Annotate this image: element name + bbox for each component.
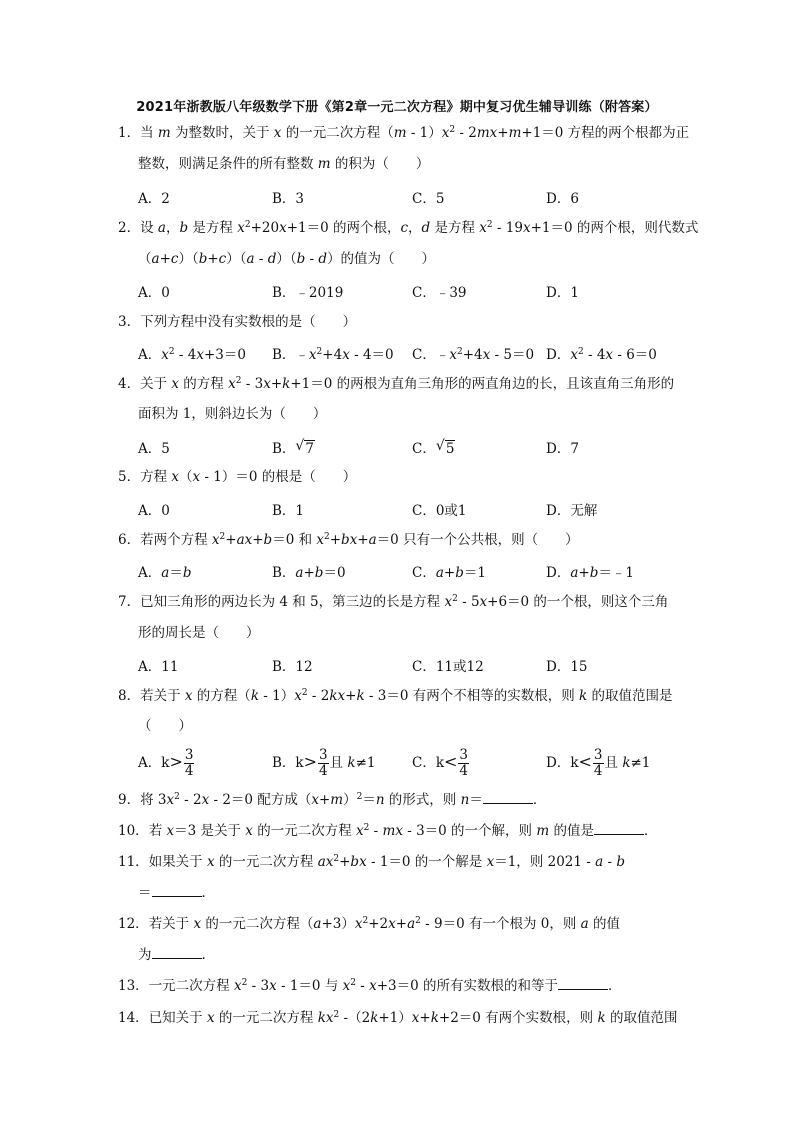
question-1-stem-cont: 整数，则满足条件的所有整数 m 的积为（ ）: [138, 156, 430, 172]
option-d: D．k< $\frac{3}{4}$ 且 k≠1: [546, 747, 651, 779]
option-d: D．a+b＝﹣1: [546, 565, 634, 581]
question-number: 2．: [118, 220, 141, 236]
question-8-stem-cont: （ ）: [138, 718, 192, 734]
question-number: 7．: [118, 594, 141, 610]
question-5-options: [0, 499, 794, 519]
question-number: 1．: [118, 125, 141, 141]
answer-blank[interactable]: [558, 977, 608, 990]
option-a: A．a＝b: [138, 565, 192, 581]
question-12-stem: 12．若关于 x 的一元二次方程$(a+3)x^2+2x+a^2 - 9=0$ 有一个根为 0，则 a 的值: [118, 916, 621, 932]
option-b: B．3: [272, 191, 305, 207]
question-2-stem-cont: （a+c）（b+c）（a - d）（b - d）的值为（ ）: [138, 251, 436, 267]
question-14-stem: 14．已知关于 x 的一元二次方程 $kx^2$ -（2k+1）x+k+2＝0 有两个实数根，则 k 的取值范围: [118, 1010, 678, 1026]
question-7-stem: 7．已知三角形的两边长为 4 和 5，第三边的长是方程 $x^2 - 5x+6=0$ 的一个根，则这个三角: [118, 594, 669, 610]
option-d: D．6: [546, 191, 579, 207]
sqrt-symbol: √ 7: [295, 438, 315, 457]
question-2-stem: 2．设 a，b 是方程 $x^2+20x+1=0$ 的两个根，c，d 是方程 $x^2 - 19x+1=0$ 的两个根，则代数式: [118, 220, 699, 236]
option-c: C．5: [412, 191, 445, 207]
option-a: A．5: [138, 441, 170, 457]
question-11-stem-cont: ＝ ．: [138, 885, 215, 901]
question-number: 10．: [118, 823, 149, 839]
question-number: 5．: [118, 469, 141, 485]
question-8-options: [0, 748, 794, 780]
question-number: 14．: [118, 1010, 149, 1026]
question-6-options: [0, 561, 794, 581]
option-b: B．$﹣x^2+4x - 4=0$: [272, 347, 394, 363]
page-title: 2021年浙教版八年级数学下册《第2章一元二次方程》期中复习优生辅导训练（附答案）: [136, 100, 658, 115]
question-8-stem: 8．若关于 x 的方程$(k - 1)x^2 - 2kx+k - 3=0$ 有两个不相等的实数根，则 k 的取值范围是: [118, 688, 673, 704]
question-number: 11．: [118, 854, 149, 870]
question-6-stem: 6．若两个方程 $x^2+ax+b=0$ 和 $x^2+bx+a=0$ 只有一个公共根，则（ ）: [118, 532, 579, 548]
question-12-stem-cont: 为 ．: [138, 947, 215, 963]
option-d: D．1: [546, 285, 579, 301]
option-c: C． √ 5: [412, 438, 455, 457]
option-b: B． √ 7: [272, 438, 315, 457]
option-b: B．﹣2019: [272, 285, 344, 301]
question-number: 3．: [118, 314, 141, 330]
option-a: A．2: [138, 191, 170, 207]
question-4-stem-cont: 面积为 1，则斜边长为（ ）: [138, 406, 327, 422]
option-d: D．7: [546, 441, 579, 457]
question-3-options: [0, 343, 794, 363]
option-c: C．k< $\frac{3}{4}$: [412, 747, 469, 779]
question-4-options: [0, 437, 794, 457]
option-b: B．1: [272, 503, 305, 519]
question-7-options: [0, 655, 794, 675]
answer-blank[interactable]: [152, 946, 202, 959]
option-c: C．$﹣x^2+4x - 5=0$: [412, 347, 535, 363]
option-c: C．0或1: [412, 503, 467, 519]
sqrt-symbol: √ 5: [435, 438, 455, 457]
option-d: D．15: [546, 659, 588, 675]
question-10-stem: 10．若 x＝3 是关于 x 的一元二次方程 $x^2$ - mx - 3＝0 的一个解，则 m 的值是 ．: [118, 823, 658, 839]
question-1-stem: 1．当 m 为整数时，关于 x 的一元二次方程$(m - 1)x^2 - 2mx+m+1=0$ 方程的两个根都为正: [118, 125, 690, 141]
question-1-options: [0, 187, 794, 207]
answer-blank[interactable]: [483, 791, 533, 804]
option-d: D．$x^2 - 4x - 6=0$: [546, 347, 657, 363]
question-4-stem: 4．关于 x 的方程 $x^2 - 3x+k+1=0$ 的两根为直角三角形的两直角边的长，且该直角三角形的: [118, 376, 675, 392]
option-b: B．12: [272, 659, 313, 675]
option-c: C．a+b＝1: [412, 565, 486, 581]
question-number: 4．: [118, 376, 141, 392]
answer-blank[interactable]: [594, 822, 644, 835]
question-13-stem: 13．一元二次方程 $x^2 - 3x - 1=0$ 与 $x^2 - x+3=0$ 的所有实数根的和等于 ．: [118, 978, 622, 994]
answer-blank[interactable]: [152, 884, 202, 897]
option-a: A．0: [138, 285, 170, 301]
option-d: D．无解: [546, 503, 598, 519]
option-b: B．k> $\frac{3}{4}$ 且 k≠1: [272, 747, 376, 779]
question-3-stem: 3．下列方程中没有实数根的是（ ）: [118, 314, 357, 330]
question-2-options: [0, 281, 794, 301]
option-a: A．11: [138, 659, 179, 675]
option-a: A．k> $\frac{3}{4}$: [138, 747, 194, 779]
question-5-stem: 5．方程 x（x - 1）＝0 的根是（ ）: [118, 469, 357, 485]
question-number: 13．: [118, 978, 149, 994]
question-number: 8．: [118, 688, 141, 704]
option-c: C．11或12: [412, 659, 484, 675]
option-b: B．a+b＝0: [272, 565, 346, 581]
question-number: 12．: [118, 916, 149, 932]
option-a: A．$x^2 - 4x+3=0$: [138, 347, 246, 363]
option-c: C．﹣39: [412, 285, 467, 301]
option-a: A．0: [138, 503, 170, 519]
question-11-stem: 11．如果关于 x 的一元二次方程 $ax^2+bx - 1=0$ 的一个解是 x＝1，则 2021 - a - b: [118, 854, 625, 870]
question-7-stem-cont: 形的周长是（ ）: [138, 625, 260, 641]
question-number: 6．: [118, 532, 141, 548]
question-9-stem: 9．将 $3x^2 - 2x - 2=0$ 配方成$(x+m)^2=n$ 的形式，则 n＝ ．: [118, 792, 547, 808]
question-number: 9．: [118, 792, 141, 808]
